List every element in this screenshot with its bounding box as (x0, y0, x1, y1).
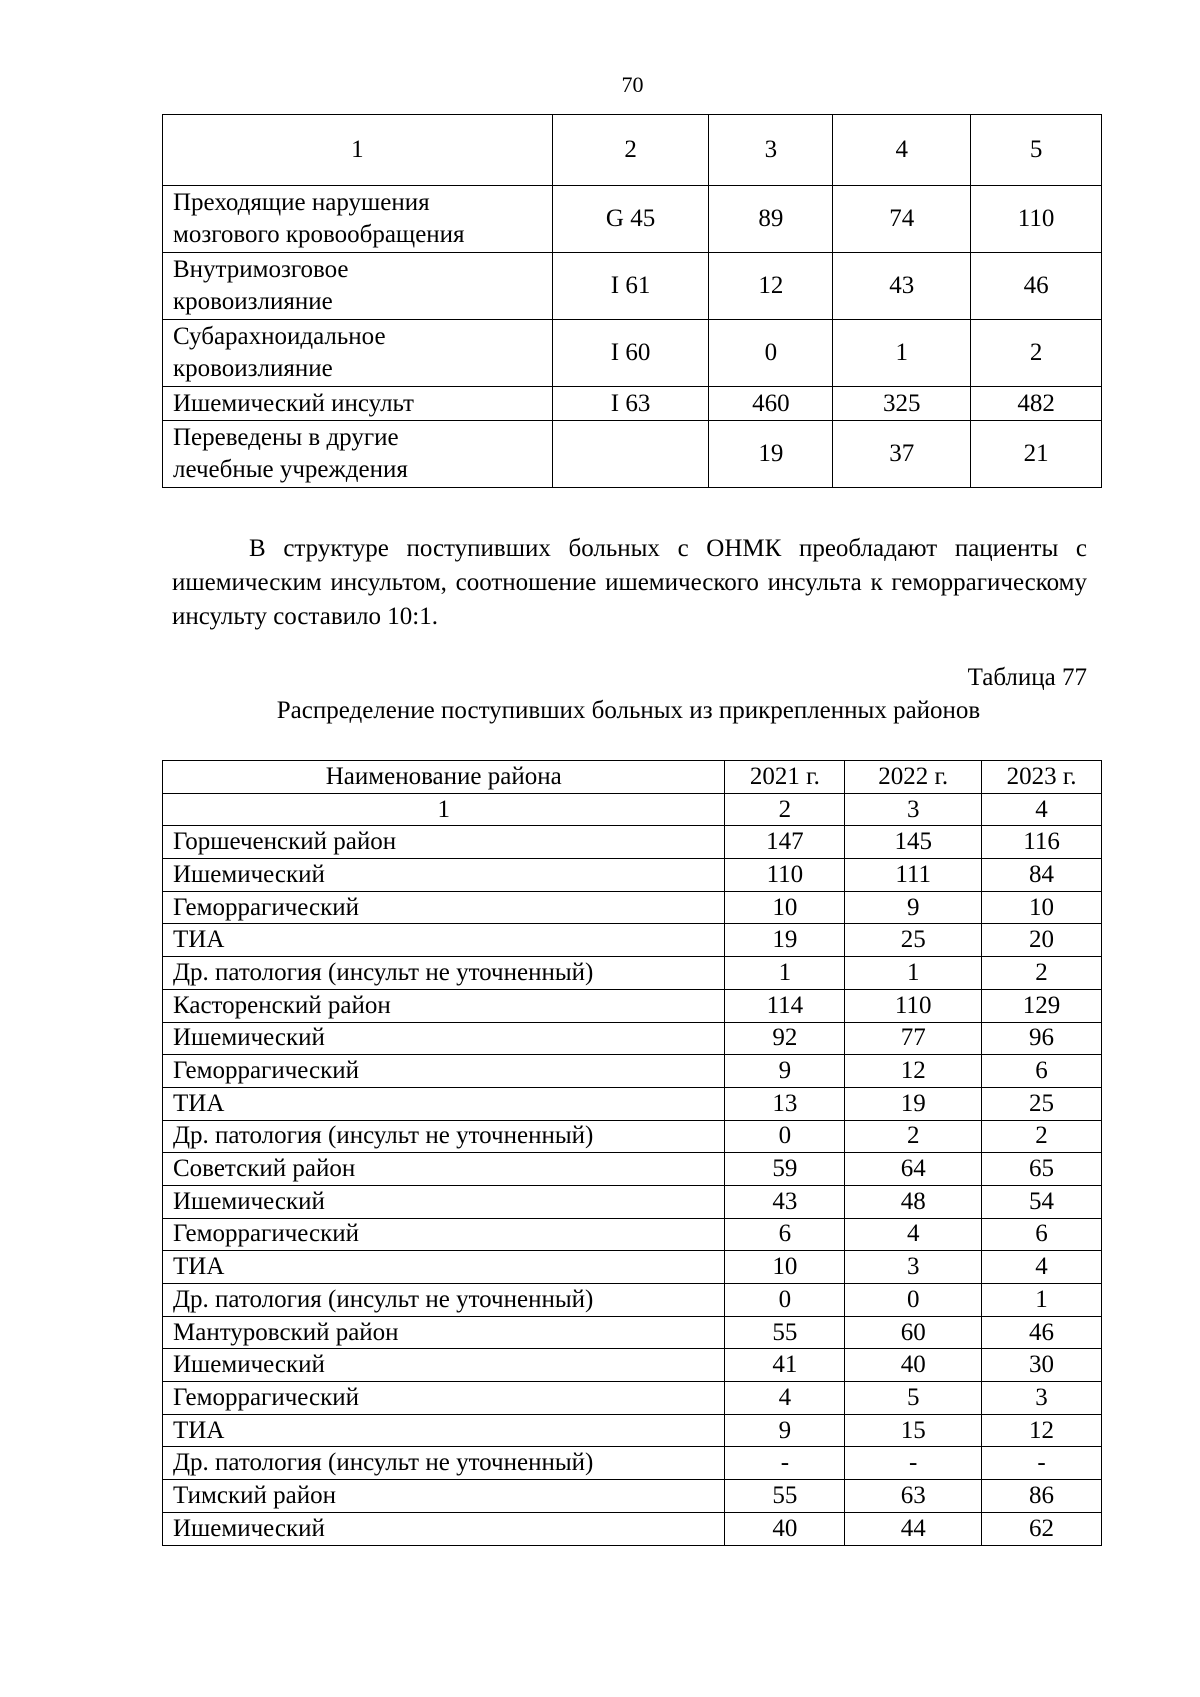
diagnosis-name: Внутримозговое кровоизлияние (163, 253, 553, 320)
table-number: Таблица 77 (967, 664, 1087, 691)
value-2023: 20 (982, 924, 1102, 957)
district-name: Геморрагический (163, 1055, 725, 1088)
table-row (163, 421, 1102, 488)
value-2021: 4 (725, 1382, 845, 1415)
value-2022: 111 (845, 859, 982, 892)
value-2022: 77 (845, 1022, 982, 1055)
value-2022: 15 (845, 1414, 982, 1447)
value-2023: 30 (982, 1349, 1102, 1382)
value-cell: 0 (709, 320, 833, 387)
value-cell: 74 (833, 186, 971, 253)
value-cell: 325 (833, 387, 971, 421)
column-number: 3 (709, 115, 833, 186)
value-2023: 129 (982, 989, 1102, 1022)
table-row (163, 253, 1102, 320)
value-cell: 21 (971, 421, 1102, 488)
value-2023: 46 (982, 1316, 1102, 1349)
value-2022: 1 (845, 957, 982, 990)
icd-code: G 45 (552, 186, 709, 253)
district-name: Др. патология (инсульт не уточненный) (163, 1120, 725, 1153)
table-row (163, 1414, 1102, 1447)
column-header: 2021 г. (725, 761, 845, 794)
value-2021: 13 (725, 1087, 845, 1120)
table-header-row (163, 761, 1102, 794)
column-header: Наименование района (163, 761, 725, 794)
value-2022: 110 (845, 989, 982, 1022)
value-2021: 40 (725, 1512, 845, 1545)
column-header: 2022 г. (845, 761, 982, 794)
value-2022: 60 (845, 1316, 982, 1349)
value-2021: 55 (725, 1480, 845, 1513)
value-2022: 3 (845, 1251, 982, 1284)
value-2021: 43 (725, 1185, 845, 1218)
district-name: ТИА (163, 1251, 725, 1284)
districts-table (162, 760, 1102, 1546)
table-row (163, 826, 1102, 859)
district-name: ТИА (163, 1087, 725, 1120)
table-row (163, 891, 1102, 924)
table-row (163, 320, 1102, 387)
value-2022: 0 (845, 1284, 982, 1317)
value-2022: 25 (845, 924, 982, 957)
diagnosis-name: Ишемический инсульт (163, 387, 553, 421)
value-2023: 62 (982, 1512, 1102, 1545)
icd-code (552, 421, 709, 488)
icd-code: I 60 (552, 320, 709, 387)
value-2023: - (982, 1447, 1102, 1480)
value-2022: 145 (845, 826, 982, 859)
value-2022: 44 (845, 1512, 982, 1545)
value-2022: 40 (845, 1349, 982, 1382)
value-2022: 12 (845, 1055, 982, 1088)
table-row (163, 859, 1102, 892)
table-row (163, 1447, 1102, 1480)
table-row (163, 1022, 1102, 1055)
district-name: Горшеченский район (163, 826, 725, 859)
table-row (163, 186, 1102, 253)
district-name: Советский район (163, 1153, 725, 1186)
district-name: Касторенский район (163, 989, 725, 1022)
districts-table-body (163, 826, 1102, 1545)
value-2023: 86 (982, 1480, 1102, 1513)
value-cell: 460 (709, 387, 833, 421)
value-cell: 2 (971, 320, 1102, 387)
value-2022: 19 (845, 1087, 982, 1120)
value-2021: 110 (725, 859, 845, 892)
column-number: 3 (845, 793, 982, 826)
value-2023: 25 (982, 1087, 1102, 1120)
table-row (163, 1480, 1102, 1513)
value-2023: 2 (982, 957, 1102, 990)
table-row (163, 989, 1102, 1022)
column-header: 2023 г. (982, 761, 1102, 794)
district-name: Геморрагический (163, 1218, 725, 1251)
value-2021: - (725, 1447, 845, 1480)
value-2023: 10 (982, 891, 1102, 924)
table-row (163, 1512, 1102, 1545)
table-row (163, 1251, 1102, 1284)
value-2021: 59 (725, 1153, 845, 1186)
value-2023: 116 (982, 826, 1102, 859)
value-2022: 5 (845, 1382, 982, 1415)
page-number: 70 (621, 72, 644, 97)
table-header-row (163, 115, 1102, 186)
diagnosis-name: Преходящие нарушения мозгового кровообращения (163, 186, 553, 253)
district-name: Ишемический (163, 1512, 725, 1545)
value-2023: 2 (982, 1120, 1102, 1153)
value-cell: 46 (971, 253, 1102, 320)
value-2021: 6 (725, 1218, 845, 1251)
value-2023: 96 (982, 1022, 1102, 1055)
diagnosis-table (162, 114, 1102, 488)
value-2022: 63 (845, 1480, 982, 1513)
table-row (163, 1316, 1102, 1349)
value-2022: 9 (845, 891, 982, 924)
value-2021: 1 (725, 957, 845, 990)
table-row (163, 1153, 1102, 1186)
icd-code: I 61 (552, 253, 709, 320)
value-2022: 48 (845, 1185, 982, 1218)
value-cell: 89 (709, 186, 833, 253)
value-2022: - (845, 1447, 982, 1480)
district-name: Ишемический (163, 1349, 725, 1382)
value-2021: 55 (725, 1316, 845, 1349)
value-2021: 10 (725, 1251, 845, 1284)
table-row (163, 387, 1102, 421)
value-2023: 65 (982, 1153, 1102, 1186)
value-2023: 12 (982, 1414, 1102, 1447)
value-2021: 41 (725, 1349, 845, 1382)
value-2021: 92 (725, 1022, 845, 1055)
value-2021: 9 (725, 1055, 845, 1088)
district-name: Ишемический (163, 859, 725, 892)
value-2023: 6 (982, 1055, 1102, 1088)
district-name: Др. патология (инсульт не уточненный) (163, 957, 725, 990)
column-number: 5 (971, 115, 1102, 186)
table-row (163, 1349, 1102, 1382)
value-2021: 0 (725, 1120, 845, 1153)
district-name: Мантуровский район (163, 1316, 725, 1349)
district-name: Тимский район (163, 1480, 725, 1513)
district-name: ТИА (163, 924, 725, 957)
column-number: 2 (725, 793, 845, 826)
value-2021: 19 (725, 924, 845, 957)
column-number-row (163, 793, 1102, 826)
table-row (163, 1120, 1102, 1153)
district-name: Геморрагический (163, 891, 725, 924)
value-2023: 4 (982, 1251, 1102, 1284)
column-number: 1 (163, 115, 553, 186)
table-row (163, 1087, 1102, 1120)
table-row (163, 924, 1102, 957)
value-2021: 0 (725, 1284, 845, 1317)
column-number: 1 (163, 793, 725, 826)
value-2022: 4 (845, 1218, 982, 1251)
diagnosis-name: Субарахноидальное кровоизлияние (163, 320, 553, 387)
value-cell: 110 (971, 186, 1102, 253)
value-2023: 6 (982, 1218, 1102, 1251)
table-caption: Распределение поступивших больных из прикрепленных районов (276, 697, 981, 724)
value-2021: 147 (725, 826, 845, 859)
value-2023: 84 (982, 859, 1102, 892)
body-paragraph: В структуре поступивших больных с ОНМК преобладают пациенты с ишемическим инсультом, соотношение ишемического инсульта к геморрагическому инсульту составило 10:1. (172, 535, 1087, 630)
district-name: Геморрагический (163, 1382, 725, 1415)
district-name: ТИА (163, 1414, 725, 1447)
value-cell: 19 (709, 421, 833, 488)
column-number: 4 (982, 793, 1102, 826)
table-row (163, 957, 1102, 990)
table-row (163, 1185, 1102, 1218)
table-row (163, 1382, 1102, 1415)
district-name: Др. патология (инсульт не уточненный) (163, 1284, 725, 1317)
value-2023: 1 (982, 1284, 1102, 1317)
value-cell: 12 (709, 253, 833, 320)
column-number: 4 (833, 115, 971, 186)
district-name: Ишемический (163, 1022, 725, 1055)
value-2021: 114 (725, 989, 845, 1022)
value-2022: 2 (845, 1120, 982, 1153)
table-row (163, 1218, 1102, 1251)
district-name: Ишемический (163, 1185, 725, 1218)
value-cell: 43 (833, 253, 971, 320)
district-name: Др. патология (инсульт не уточненный) (163, 1447, 725, 1480)
value-2023: 3 (982, 1382, 1102, 1415)
value-2022: 64 (845, 1153, 982, 1186)
table-row (163, 1284, 1102, 1317)
value-cell: 37 (833, 421, 971, 488)
table-row (163, 1055, 1102, 1088)
icd-code: I 63 (552, 387, 709, 421)
value-2021: 10 (725, 891, 845, 924)
column-number: 2 (552, 115, 709, 186)
value-cell: 482 (971, 387, 1102, 421)
value-cell: 1 (833, 320, 971, 387)
value-2021: 9 (725, 1414, 845, 1447)
diagnosis-name: Переведены в другие лечебные учреждения (163, 421, 553, 488)
value-2023: 54 (982, 1185, 1102, 1218)
